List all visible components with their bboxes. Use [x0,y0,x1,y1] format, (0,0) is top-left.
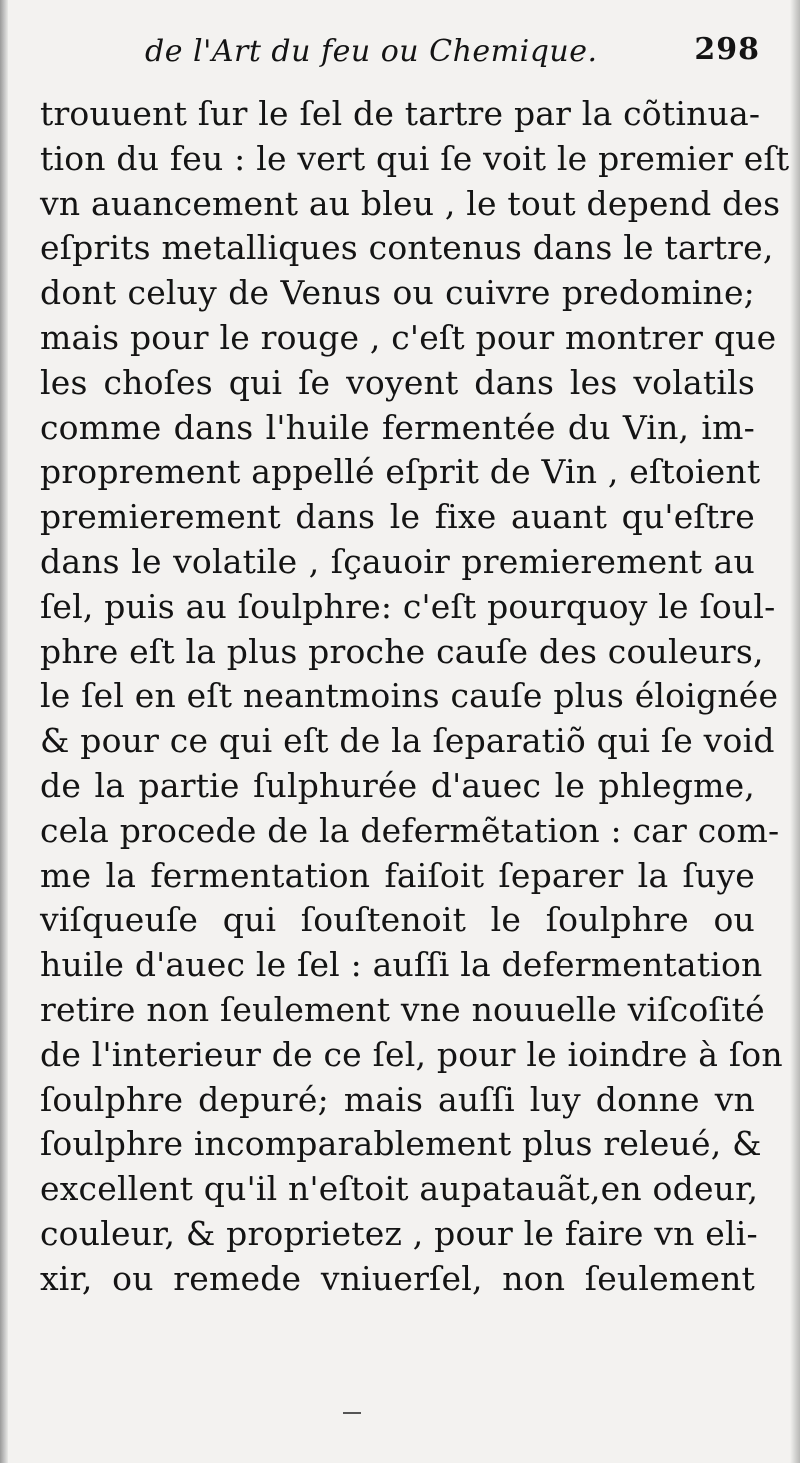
text-line: ſoulphre depuré; mais auſſi luy donne vn [40,1079,755,1119]
text-line: ſel, puis au ſoulphre: c'eſt pourquoy le ſoul- [40,586,776,626]
text-line: eſprits metalliques contenus dans le tartre, [40,228,774,268]
text-line: vn auancement au bleu , le tout depend des [40,183,781,223]
text-line: & pour ce qui eſt de la ſeparatiõ qui ſe void [40,721,775,761]
page-left-edge [0,0,8,1463]
page-right-edge [790,0,800,1463]
text-line: retire non ſeulement vne nouuelle viſcoſité [40,989,765,1029]
text-line: ſoulphre incomparablement plus releué, & [40,1124,762,1164]
text-line: phre eſt la plus proche cauſe des couleurs, [40,631,764,671]
text-line: tion du feu : le vert qui ſe voit le premier eſt [40,138,790,178]
text-line: proprement appellé eſprit de Vin , eſtoient [40,452,761,492]
text-line: viſqueuſe qui ſouſtenoit le ſoulphre ou [40,900,755,940]
text-line: de la partie ſulphurée d'auec le phlegme, [40,765,755,805]
text-line: dont celuy de Venus ou cuivre predomine; [40,273,755,313]
text-line: huile d'auec le ſel : auſſi la defermentation [40,945,763,985]
ink-speck [343,1412,361,1414]
running-head: de l'Art du feu ou Chemique. [145,34,598,69]
text-line: trouuent ſur le ſel de tartre par la cõtinua- [40,94,761,133]
body-text [40,92,790,1302]
text-line: me la fermentation faiſoit ſeparer la ſuye [40,855,755,895]
text-line: premierement dans le fixe auant qu'eſtre [40,497,755,537]
text-line: mais pour le rouge , c'eſt pour montrer que [40,317,777,357]
text-line: dans le volatile , ſçauoir premierement au [40,541,755,581]
text-line: couleur, & proprietez , pour le faire vn eli- [40,1213,758,1253]
page-header [40,28,760,76]
text-line: cela procede de la defermẽtation : car com- [40,810,780,850]
text-line: comme dans l'huile fermentée du Vin, im- [40,407,755,447]
text-line: xir, ou remede vniuerſel, non ſeulement [40,1258,755,1298]
text-line: les choſes qui ſe voyent dans les volatils [40,362,755,402]
text-line: le ſel en eſt neantmoins cauſe plus éloignée [40,676,779,716]
text-line: excellent qu'il n'eſtoit aupatauãt,en odeur, [40,1169,759,1209]
page-number: 298 [694,32,760,67]
text-line: de l'interieur de ce ſel, pour le ioindre à ſon [40,1034,783,1074]
